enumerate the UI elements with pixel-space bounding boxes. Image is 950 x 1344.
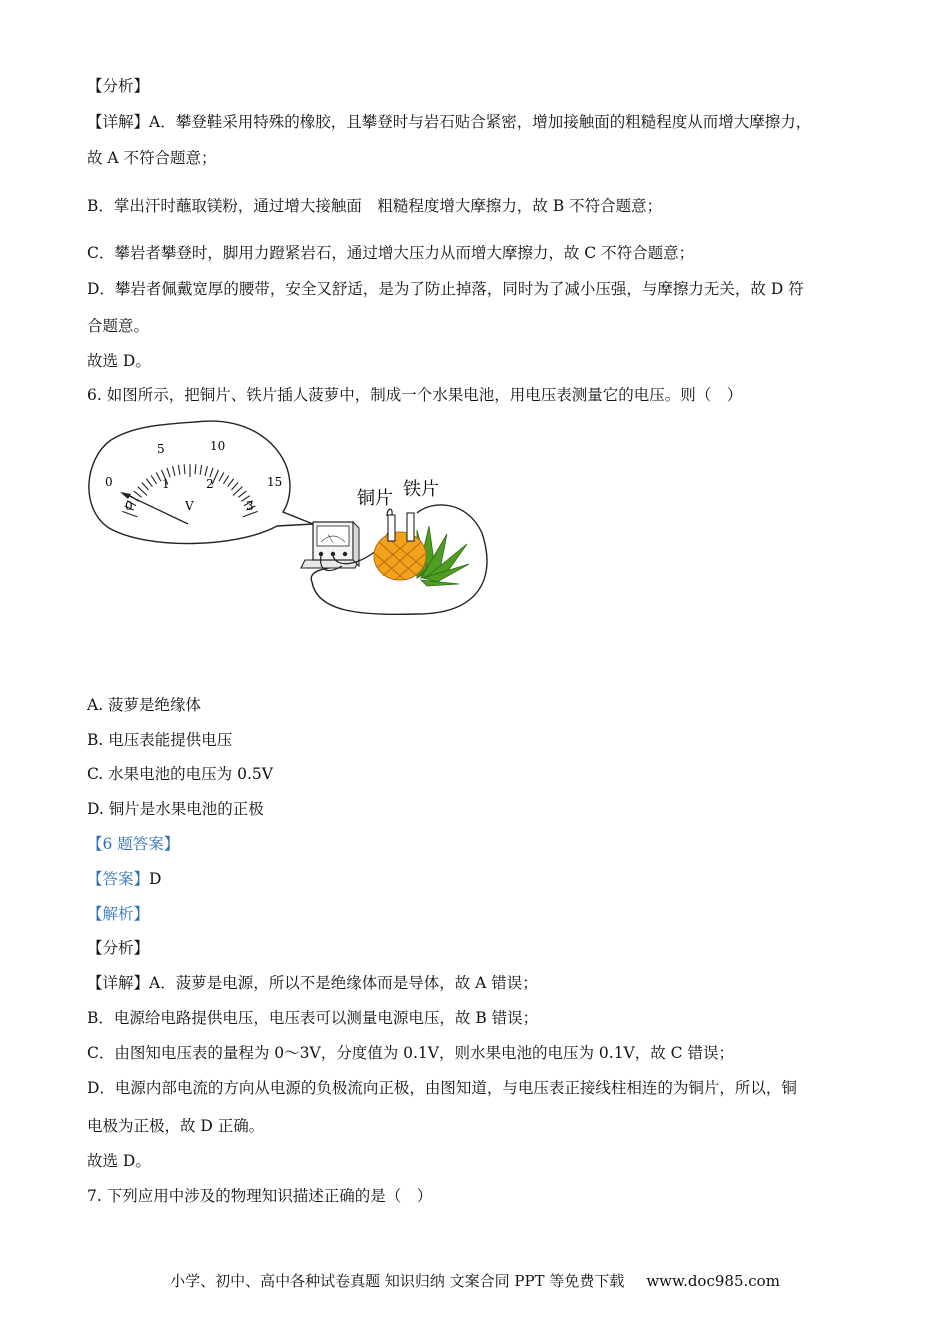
upper-scale-5: 5 — [157, 442, 165, 456]
pineapple-body — [374, 532, 426, 580]
prev-detail-d-line2: 合题意。 — [87, 317, 150, 335]
prev-analysis: 【分析】 — [87, 77, 150, 95]
footer-site: www.doc985.com — [646, 1272, 780, 1290]
lower-scale-2: 2 — [206, 477, 214, 491]
answer-header: 【6 题答案】 — [87, 835, 180, 853]
answer-value: D — [149, 870, 162, 888]
q6-conclusion: 故选 D。 — [87, 1152, 151, 1170]
option-d: D. 铜片是水果电池的正极 — [87, 800, 264, 818]
footer-text: 小学、初中、高中各种试卷真题 知识归纳 文案合同 PPT 等免费下载 — [170, 1272, 625, 1290]
prev-detail-a-line1: 【详解】A．攀登鞋采用特殊的橡胶，且攀登时与岩石贴合紧密，增加接触面的粗糙程度从而增大摩擦力， — [87, 113, 812, 131]
explain-header: 【解析】 — [87, 905, 150, 923]
answer-label: 【答案】 — [87, 870, 150, 888]
copper-label: 铜片 — [357, 488, 393, 509]
prev-detail-a-line2: 故 A 不符合题意； — [87, 149, 217, 167]
option-c: C. 水果电池的电压为 0.5V — [87, 765, 273, 783]
fruit-battery-diagram — [87, 418, 507, 646]
iron-electrode — [407, 513, 414, 541]
option-b: B. 电压表能提供电压 — [87, 731, 233, 749]
q6-detail-a: 【详解】A．菠萝是电源，所以不是绝缘体而是导体，故 A 错误； — [87, 974, 538, 992]
lower-scale-1: 1 — [162, 477, 170, 491]
voltmeter-side — [353, 522, 359, 566]
q6-detail-c: C．由图知电压表的量程为 0～3V，分度值为 0.1V，则水果电池的电压为 0.1V，故 C 错误； — [87, 1044, 734, 1062]
prev-detail-c: C．攀岩者攀登时，脚用力蹬紧岩石，通过增大压力从而增大摩擦力，故 C 不符合题意； — [87, 244, 695, 262]
lower-scale-0: 0 — [125, 499, 133, 513]
question-7-stem: 7. 下列应用中涉及的物理知识描述正确的是（ ） — [87, 1187, 433, 1205]
terminal-left — [319, 552, 323, 556]
dial-unit: V — [185, 499, 194, 513]
page-footer — [0, 1270, 950, 1291]
question-6-stem: 6. 如图所示，把铜片、铁片插人菠萝中，制成一个水果电池，用电压表测量它的电压。则（ ） — [87, 386, 743, 404]
prev-conclusion: 故选 D。 — [87, 352, 151, 370]
upper-scale-15: 15 — [267, 475, 283, 489]
lower-scale-3: 3 — [246, 499, 254, 513]
upper-scale-0: 0 — [105, 475, 113, 489]
q6-detail-d-line2: 电极为正极，故 D 正确。 — [87, 1117, 265, 1135]
iron-label: 铁片 — [403, 479, 439, 500]
prev-detail-d-line1: D．攀岩者佩戴宽厚的腰带，安全又舒适，是为了防止掉落，同时为了减小压强，与摩擦力无关，故 D 符 — [87, 280, 804, 298]
copper-electrode — [388, 515, 395, 541]
terminal-mid — [331, 552, 335, 556]
terminal-right — [343, 552, 347, 556]
upper-scale-10: 10 — [210, 439, 226, 453]
prev-detail-b: B．掌出汗时蘸取镁粉，通过增大接触面 粗糙程度增大摩擦力，故 B 不符合题意； — [87, 197, 663, 215]
q6-detail-b: B．电源给电路提供电压，电压表可以测量电源电压，故 B 错误； — [87, 1009, 539, 1027]
q6-analysis: 【分析】 — [87, 939, 150, 957]
option-a: A. 菠萝是绝缘体 — [87, 696, 202, 714]
q6-detail-d-line1: D．电源内部电流的方向从电源的负极流向正极，由图知道，与电压表正接线柱相连的为铜片，所以，铜 — [87, 1079, 797, 1097]
answer-line — [87, 869, 161, 889]
voltmeter-base — [301, 560, 359, 568]
